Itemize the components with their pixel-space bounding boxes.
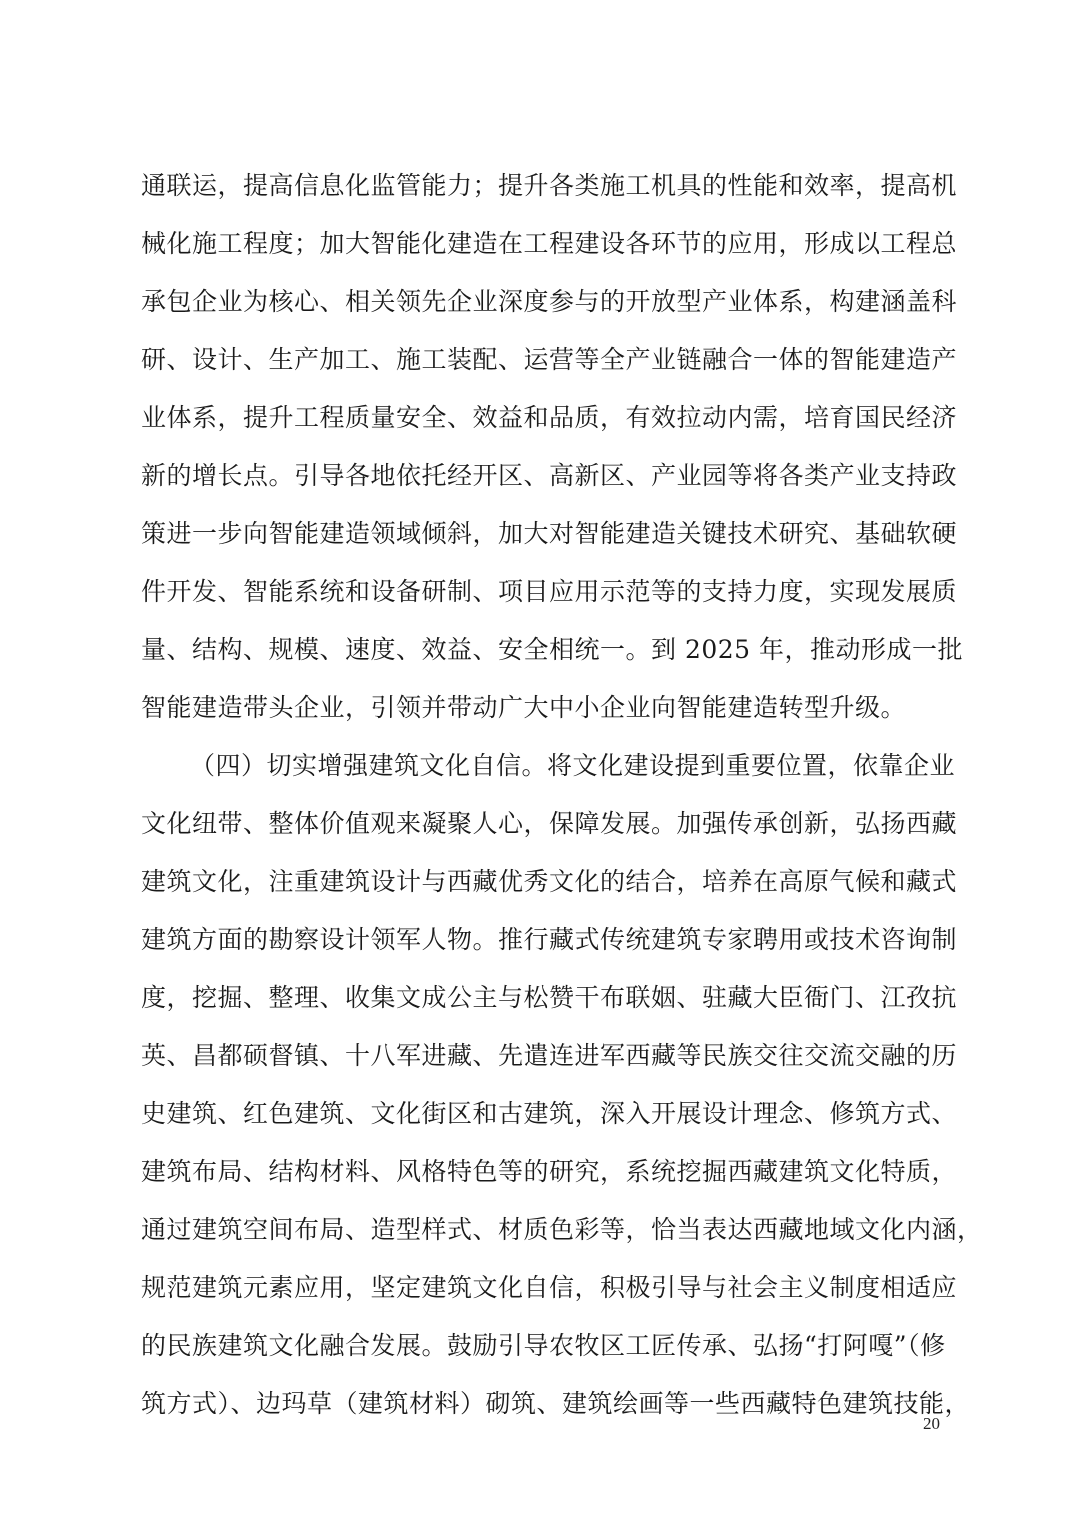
text-line: 策进一步向智能建造领域倾斜，加大对智能建造关键技术研究、基础软硬 — [141, 519, 958, 548]
text-line: 智能建造带头企业，引领并带动广大中小企业向智能建造转型升级。 — [141, 693, 907, 722]
section-first-line — [190, 750, 956, 782]
text-line: 械化施工程度；加大智能化建造在工程建设各环节的应用，形成以工程总 — [141, 229, 958, 258]
text-line: 通过建筑空间布局、造型样式、材质色彩等，恰当表达西藏地域文化内涵， — [141, 1215, 983, 1244]
text-line: 通联运，提高信息化监管能力；提升各类施工机具的性能和效率，提高机 — [141, 171, 958, 200]
text-line: 新的增长点。引导各地依托经开区、高新区、产业园等将各类产业支持政 — [141, 461, 958, 490]
text-line: 度，挖掘、整理、收集文成公主与松赞干布联姻、驻藏大臣衙门、江孜抗 — [141, 983, 958, 1012]
text-line: 量、结构、规模、速度、效益、安全相统一。到 2025 年，推动形成一批 — [141, 635, 964, 664]
text-line: 件开发、智能系统和设备研制、项目应用示范等的支持力度，实现发展质 — [141, 577, 958, 606]
text-line: 史建筑、红色建筑、文化街区和古建筑，深入开展设计理念、修筑方式、 — [141, 1099, 958, 1128]
text-line: 的民族建筑文化融合发展。鼓励引导农牧区工匠传承、弘扬“打阿嘎”（修 — [141, 1331, 946, 1360]
text-line: 承包企业为核心、相关领先企业深度参与的开放型产业体系，构建涵盖科 — [141, 287, 958, 316]
section-heading: （四）切实增强建筑文化自信。 — [190, 751, 548, 780]
text-line: 研、设计、生产加工、施工装配、运营等全产业链融合一体的智能建造产 — [141, 345, 958, 374]
text-line: 筑方式）、边玛草（建筑材料）砌筑、建筑绘画等一些西藏特色建筑技能， — [141, 1389, 971, 1418]
page-number: 20 — [923, 1414, 940, 1433]
text-line: 建筑布局、结构材料、风格特色等的研究，系统挖掘西藏建筑文化特质， — [141, 1157, 958, 1186]
text-line: 文化纽带、整体价值观来凝聚人心，保障发展。加强传承创新，弘扬西藏 — [141, 809, 958, 838]
text-line: 建筑方面的勘察设计领军人物。推行藏式传统建筑专家聘用或技术咨询制 — [141, 925, 958, 954]
text-line: 规范建筑元素应用，坚定建筑文化自信，积极引导与社会主义制度相适应 — [141, 1273, 958, 1302]
text-line: 英、昌都硕督镇、十八军进藏、先遣连进军西藏等民族交往交流交融的历 — [141, 1041, 958, 1070]
text-span: 将文化建设提到重要位置，依靠企业 — [547, 751, 956, 780]
text-line: 业体系，提升工程质量安全、效益和品质，有效拉动内需，培育国民经济 — [141, 403, 958, 432]
text-line: 建筑文化，注重建筑设计与西藏优秀文化的结合，培养在高原气候和藏式 — [141, 867, 958, 896]
